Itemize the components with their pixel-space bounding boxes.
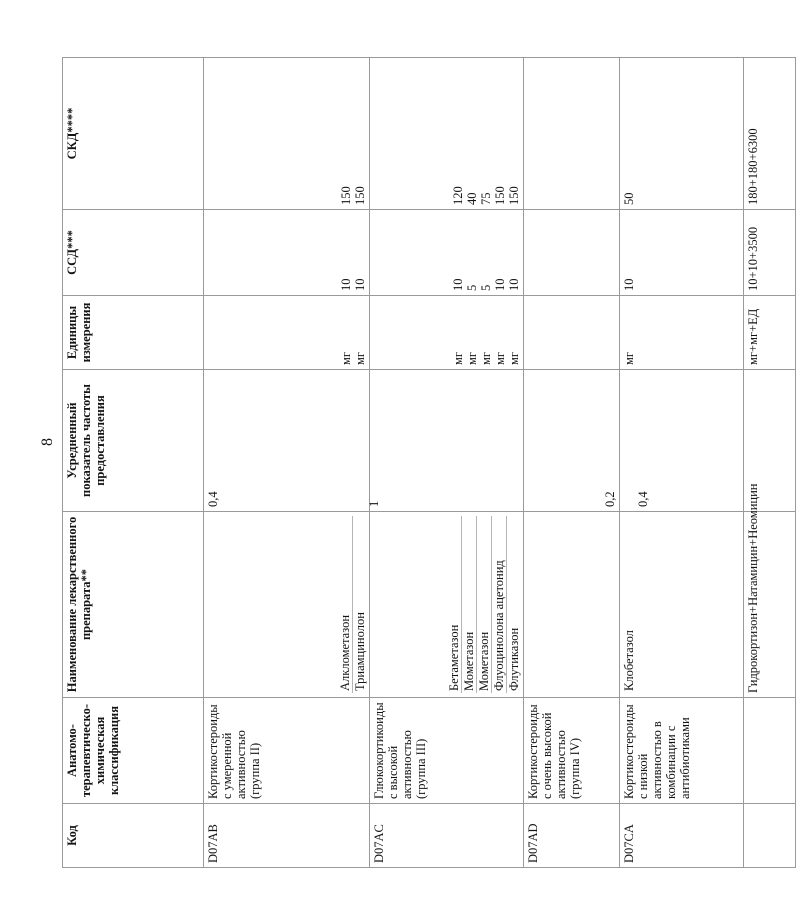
row-classification: Кортикостероиды с умеренной активностью (группа II) [204, 698, 370, 804]
unit-value: мг+мг+ЕД [744, 296, 796, 370]
row-code: D07AD [524, 804, 620, 868]
row-frequency [620, 370, 744, 512]
row-classification [744, 698, 796, 804]
row-drugs [524, 512, 620, 698]
ssd-value: 10 [451, 278, 465, 291]
ssd-value: 10 [339, 278, 353, 291]
skd-value: 120 [451, 186, 465, 205]
unit-value: мг [353, 351, 367, 365]
ssd-value: 10 [622, 278, 636, 291]
row-classification: Глюкокортикоиды с высокой активностью (группа III) [370, 698, 524, 804]
row-units [204, 296, 370, 370]
header-ssd: ССД*** [63, 210, 204, 296]
unit-value: мг [451, 351, 465, 365]
header-frequency: Усредненный показатель частоты предоставления [63, 370, 204, 512]
row-ssd [524, 210, 620, 296]
ssd-value: 10+10+3500 [744, 210, 796, 296]
row-drugs [370, 512, 524, 698]
row-code: D07AB [204, 804, 370, 868]
row-code: D07CA [620, 804, 744, 868]
row-frequency [524, 370, 620, 512]
skd-value: 150 [493, 186, 507, 205]
ssd-value: 10 [507, 278, 521, 291]
row-skd [370, 58, 524, 210]
unit-value: мг [493, 351, 507, 365]
row-units [370, 296, 524, 370]
row-code: D07AC [370, 804, 524, 868]
unit-value: мг [507, 351, 521, 365]
skd-value: 75 [479, 192, 493, 205]
skd-value: 150 [339, 186, 353, 205]
table-row [370, 58, 524, 868]
skd-value: 40 [465, 192, 479, 205]
row-skd [204, 58, 370, 210]
drug-name: Триамцинолон [353, 612, 367, 691]
row-skd [524, 58, 620, 210]
header-code: Код [63, 804, 204, 868]
drug-name: Бетаметазон [447, 516, 462, 693]
ssd-value: 5 [465, 284, 479, 291]
frequency-value: 0,4 [206, 491, 220, 507]
drug-name: Алклометазон [338, 516, 353, 693]
unit-value: мг [622, 351, 636, 365]
ssd-value: 5 [479, 284, 493, 291]
frequency-value: 1 [367, 500, 381, 507]
row-skd [620, 58, 744, 210]
row-ssd [620, 210, 744, 296]
row-ssd [370, 210, 524, 296]
drug-name: Флутиказон [507, 627, 521, 691]
page-number: 8 [39, 438, 56, 446]
table-row [744, 58, 796, 868]
frequency-value: 0,2 [603, 491, 617, 507]
ssd-value: 10 [493, 278, 507, 291]
frequency-value: 0,4 [636, 491, 650, 507]
skd-value: 180+180+6300 [744, 58, 796, 210]
unit-value: мг [465, 351, 479, 365]
row-code [744, 804, 796, 868]
unit-value: мг [479, 351, 493, 365]
table-row [524, 58, 620, 868]
skd-value: 50 [622, 192, 636, 205]
unit-value: мг [339, 351, 353, 365]
table-row [204, 58, 370, 868]
header-atc: Анатомо-терапевтическо-химическая классификация [63, 698, 204, 804]
ssd-value: 10 [353, 278, 367, 291]
row-classification: Кортикостероиды с очень высокой активностью (группа IV) [524, 698, 620, 804]
skd-value: 150 [353, 186, 367, 205]
header-units: Единицы измерения [63, 296, 204, 370]
skd-value: 150 [507, 186, 521, 205]
header-row [63, 58, 204, 868]
table-row [620, 58, 744, 868]
row-frequency [204, 370, 381, 512]
drug-name: Флуоцинолона ацетонид [492, 516, 507, 693]
row-units [524, 296, 620, 370]
drug-name: Мометазон [477, 516, 492, 693]
drug-table [62, 57, 796, 868]
row-frequency [370, 370, 524, 512]
row-classification: Кортикостероиды с низкой активностью в комбинации с антибиотиками [620, 698, 744, 804]
rotated-table-frame [62, 58, 760, 868]
row-drugs [204, 512, 370, 698]
row-ssd [204, 210, 370, 296]
header-skd: СКД**** [63, 58, 204, 210]
drug-name: Мометазон [462, 516, 477, 693]
row-units [620, 296, 744, 370]
header-drug: Наименование лекарственного препарата** [63, 512, 204, 698]
row-drugs [620, 512, 744, 698]
drug-name: Гидрокортизон+Натамицин+Неомицин [744, 512, 796, 698]
drug-name: Клобетазол [622, 630, 636, 691]
